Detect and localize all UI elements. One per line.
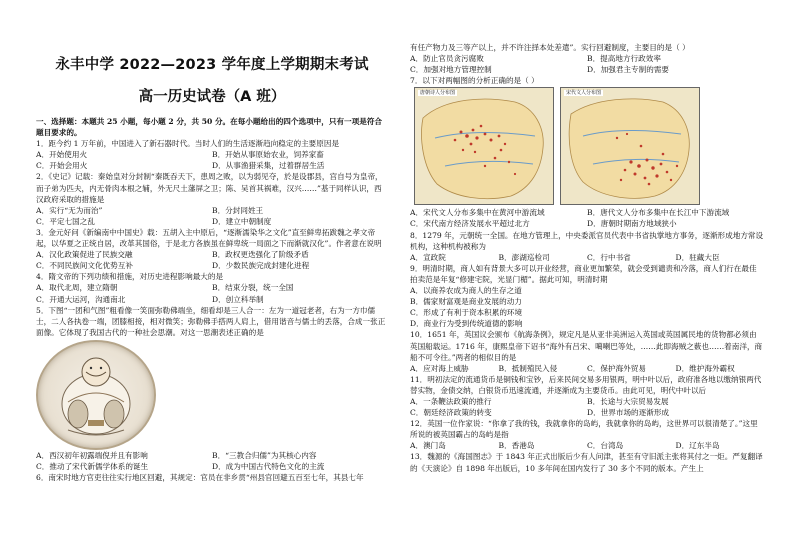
- map-caption: 唐朝诗人分布图: [420, 90, 456, 97]
- tang-poets-map: [414, 87, 554, 205]
- section-heading: 一、选择题：本题共 25 小题，每小题 2 分，共 50 分。在每小题给出的四个选项中，只有一项是符合题目要求的。: [36, 117, 383, 138]
- option: D．加强君主专制的需要: [587, 65, 670, 75]
- distribution-maps: [410, 87, 764, 205]
- question-7-stem: 7．以下对两幅图的分析正确的是（ ）: [410, 76, 539, 86]
- question-10-options: [410, 363, 764, 374]
- option: A．取代北周，建立隋朝: [36, 283, 118, 293]
- option: A．防止官员贪污腐败: [410, 54, 484, 64]
- option: C．推动了宋代新儒学体系的诞生: [36, 461, 149, 471]
- option: D．从事渔猎采集，过着群居生活: [212, 161, 325, 171]
- option: B．政权更迭强化了阶级矛盾: [212, 250, 309, 260]
- option: B．抵制殖民入侵: [498, 363, 558, 373]
- song-literati-map: [560, 87, 700, 205]
- option: A．应对海上威胁: [410, 363, 469, 373]
- question-12-stem: 12．英国一位作家说：“你拿了我的钱，我就拿你的岛屿，我就拿你的岛屿，这世界可以很清楚了。”这里所说的被英国霸占的岛屿是指: [410, 419, 758, 440]
- option: B．唐代文人分布多集中在长江中下游流域: [587, 208, 730, 218]
- exam-title: 永丰中学 2022—2023 学年度上学期期末考试: [55, 57, 369, 73]
- question-13-stem: 13．魏源的《海国图志》于 1843 年正式出版后少有人问津，甚至有守旧派主张将其付之一炬。严复翻译的《天演论》自 1898 年出版后，10 多年间在国内发行了 30 多个不同的版本。产生上: [410, 452, 763, 473]
- exam-subtitle: 高一历史试卷（A 班）: [138, 89, 286, 105]
- option: A．实行“无为而治”: [36, 205, 103, 215]
- option: A．汉化政策促进了民族交融: [36, 250, 133, 260]
- option: B．长途与大宗贸易发展: [587, 396, 669, 406]
- option: D．唐朝时期南方地域狭小: [587, 219, 677, 229]
- option: B．儒家财富观是商业发展的动力: [410, 297, 522, 307]
- option: C．平定七国之乱: [36, 216, 95, 226]
- question-1-stem: 1．距今约 1 万年前，中国进入了新石器时代。当时人们的生活逐渐趋向稳定的主要原因是: [36, 139, 340, 149]
- option: D．维护海外霸权: [675, 363, 735, 373]
- question-1-options: [36, 149, 388, 171]
- option: A．一条鞭法政策的推行: [410, 396, 492, 406]
- option: D．驻藏大臣: [675, 252, 720, 262]
- question-5-options: [36, 450, 388, 472]
- option: A．开始使用火: [36, 150, 88, 160]
- question-8-options: [410, 252, 764, 263]
- question-6-options: [410, 53, 764, 75]
- option: B．提高地方行政效率: [587, 54, 661, 64]
- question-9-stem: 9．明清时期，商人如有背景大多可以开业经营，商业更加繁荣，就会受到谴责和冷落，商人们行在最佳拍卖范是年复“修建宅院，光显门楣”。据此可知，明清时期: [410, 263, 757, 284]
- question-12-options: [410, 440, 764, 451]
- option: C．加强对地方管理控制: [410, 65, 492, 75]
- question-4-stem: 4．隋文帝的下列功绩和措施，对历史进程影响最大的是: [36, 272, 224, 282]
- option: B．香港岛: [498, 441, 535, 451]
- question-7-options: [410, 207, 764, 229]
- option: C．宋代南方经济发展水平超过北方: [410, 219, 530, 229]
- option: C．开通大运河，沟通南北: [36, 294, 126, 304]
- question-9-options: [410, 285, 764, 329]
- porcelain-plate-image: [36, 340, 156, 450]
- question-8-stem: 8．1279 年，元朝统一全国。在地方管理上，中央委派官员代表中书省执掌地方事务，逐渐形成地方常设机构，这种机构被称为: [410, 230, 764, 251]
- option: C．不同民族间文化优势互补: [36, 261, 133, 271]
- question-11-stem: 11．明初法定的流通货币是铜钱和宝钞，后来民间交易多用银两，明中叶以后，政府准各地以缴纳银两代替实物，金债交纳，白银货币迅速流通，并逐渐成为主要货币。由此可见，明代中叶以后: [410, 374, 762, 395]
- option: D．建立中朝制度: [212, 216, 272, 226]
- question-10-stem: 10．1651 年，英国议会颁布《航海条例》，规定凡是从亚非美洲运入英国或英国属民地的货物都必须由英国船载运。1716 年，康熙皇帝下诏书“海外有吕宋、噶喇巴等处，……此即海贼之薮也……着南洋，商船不可令往。”两者的相似目的是: [410, 330, 763, 362]
- question-6-stem: 6．南宋时地方官吏往往实行地区回避，其规定：官员在非乡贯“州县官回避五百至七年，其县七年: [36, 473, 364, 483]
- option: A．西汉初年初露端倪并且有影响: [36, 450, 148, 460]
- question-2-stem: 2．《史记》记载：秦始皇对分封制“秦既吞天下，患周之败，以为弱见夺，於是设郡县，宫自号为皇帝，而子弟为匹夫，内无骨肉本根之辅，外无尺土藩屏之卫；陈、吴首其祸难，汉兴……”基于同样认识，西汉政府采取的措施是: [36, 172, 383, 204]
- question-6-continued: 有任产物力及三等产以上，并不许注择本处差遣”。实行回避制度，主要目的是（ ）: [410, 43, 690, 52]
- question-4-options: [36, 282, 388, 304]
- option: D．少数民族完成封建化进程: [212, 261, 310, 271]
- question-5-stem: 5．下图“一团和气图”粗看像一笑面弥勒佛端坐，细看却是三人合一：左为一道冠老者，右为一方巾儒士，二人各执卷一端，团膝相接，相对微笑；弥勒佛手搭两人肩上，借用谐音与儒士的丢落，合成一张正面像。它体现了我国古代的一种社会思潮。对这一思潮表述正确的是: [36, 305, 386, 337]
- map-caption: 宋代文人分布图: [566, 90, 602, 97]
- option: C．台湾岛: [587, 441, 624, 451]
- option: A．以商养农成为商人的生存之道: [410, 286, 522, 296]
- option: C．朝廷经济政策的转变: [410, 408, 492, 418]
- option: C．行中书省: [587, 252, 631, 262]
- option: D．辽东半岛: [675, 441, 720, 451]
- option: C．形成了有利于资本积累的环境: [410, 308, 523, 318]
- option: B．结束分裂，统一全国: [212, 283, 294, 293]
- option: A．澳门岛: [410, 441, 446, 451]
- option: D．创立科举制: [212, 294, 264, 304]
- option: B．澎湖巡检司: [498, 252, 550, 262]
- option: A．宣政院: [410, 252, 446, 262]
- left-column: [36, 0, 388, 483]
- question-3-options: [36, 249, 388, 271]
- question-3-stem: 3．金元好问《新编南中中国史》载：五胡入主中原后，“逐渐濡染华之文化”直至鲜卑拓跋魏之孝文帝起，以华夏之正统自居，改革其国俗，于是北方各族虽在鲜卑统一局面之下而渐就汉化”。作者意在说明: [36, 227, 382, 249]
- question-2-options: [36, 205, 388, 227]
- option: C．保护海外贸易: [587, 363, 646, 373]
- option: A．宋代文人分布多集中在黄河中游流域: [410, 208, 545, 218]
- question-11-options: [410, 396, 764, 418]
- option: D．商业行为受到传统道德的影响: [410, 319, 523, 329]
- option: B．分封同姓王: [212, 205, 264, 215]
- option: D．成为中国古代特色文化的主流: [212, 461, 325, 471]
- option: D．世界市场的逐渐形成: [587, 408, 670, 418]
- option: B．“三教合归儒”为其核心内容: [212, 450, 317, 460]
- option: B．开始从事原始农业，饲养家畜: [212, 150, 324, 160]
- harmony-painting: [36, 340, 388, 448]
- option: C．开始会用火: [36, 161, 88, 171]
- right-column: [410, 42, 764, 474]
